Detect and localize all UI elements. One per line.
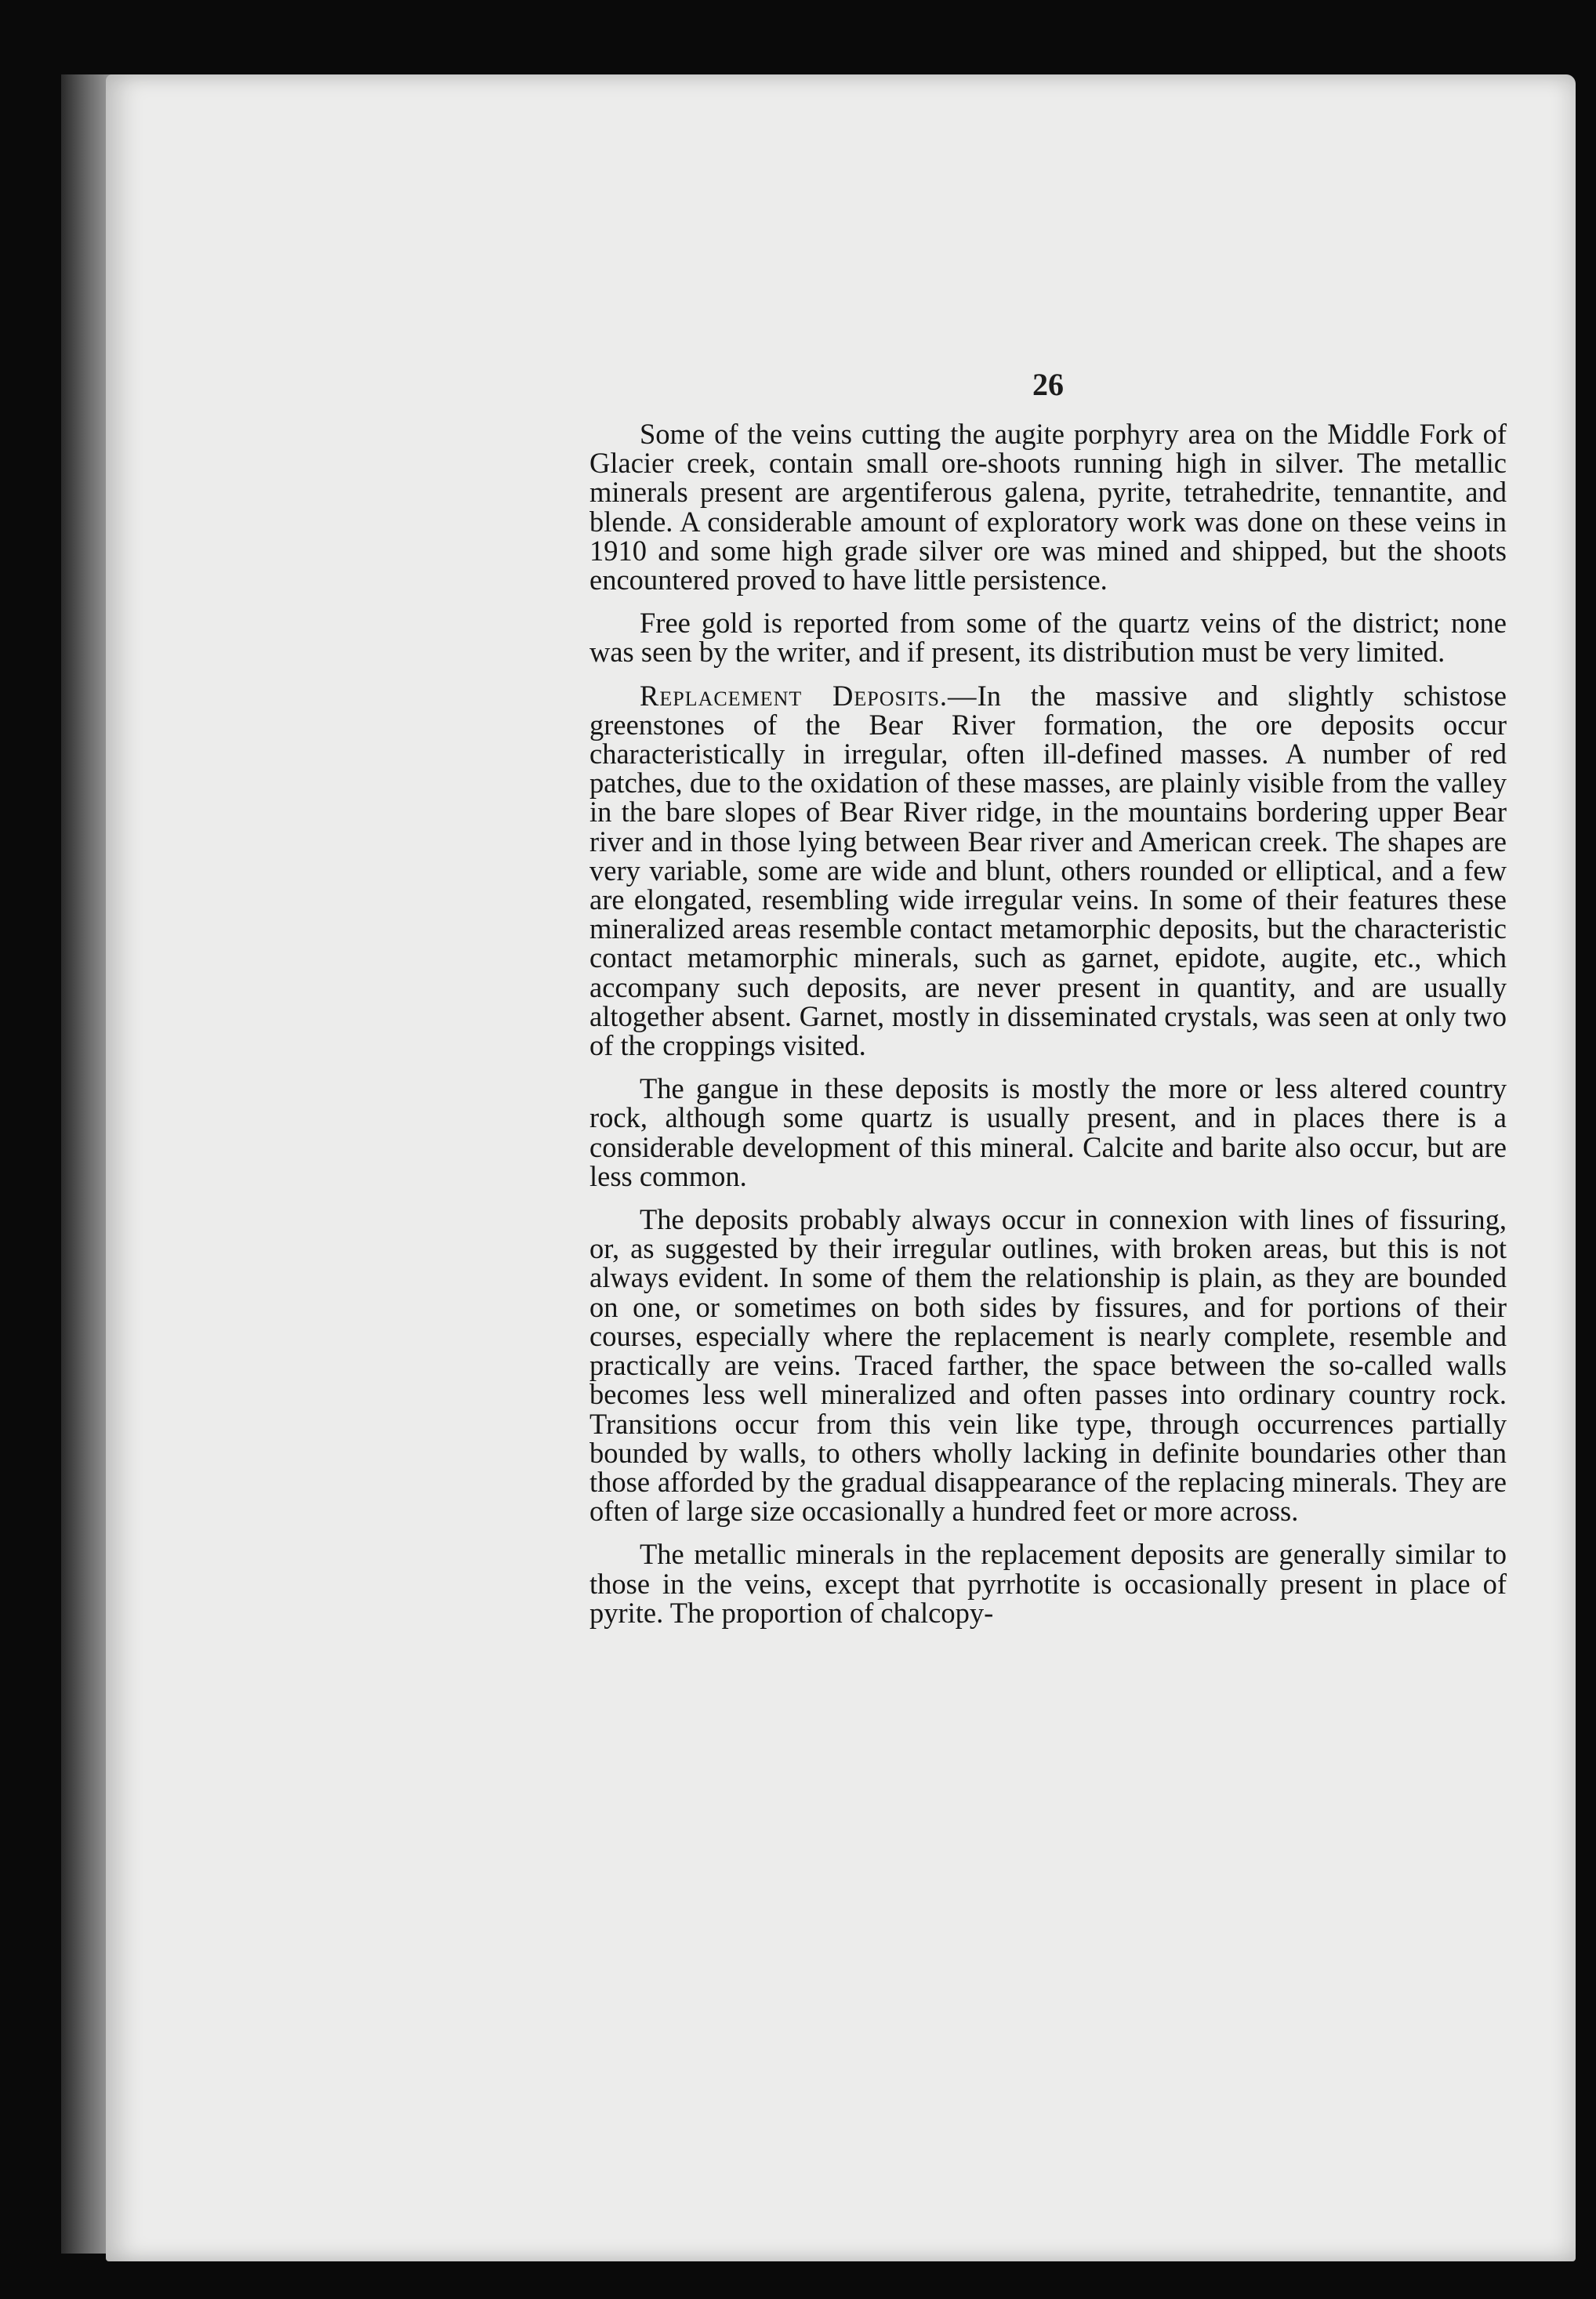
paragraph-3 [589, 681, 1507, 1061]
paragraph-5: The deposits probably always occur in connexion with lines of fissuring, or, as suggested by their irregular outlines, with broken areas, but this is not always evident. In some of them the relationship is plain, as they are bounded on one, or sometimes on both sides by fissures, and for portions of their courses, especially where the replacement is nearly complete, resemble and practically are veins. Traced farther, the space between the so-called walls becomes less well mineralized and often passes into ordinary country rock. Transitions occur from this vein like type, through occurrences partially bounded by walls, to others wholly lacking in definite boundaries other than those afforded by the gradual disappearance of the replacing minerals. They are often of large size occasionally a hundred feet or more across. [589, 1203, 1507, 1528]
document-page [106, 74, 1576, 2261]
section-heading: Replacement Deposits.— [640, 679, 978, 712]
body-text [589, 419, 1507, 1641]
page-number: 26 [1032, 367, 1064, 402]
paragraph-4: The gangue in these deposits is mostly the more or less altered country rock, although some quartz is usually present, and in places there is a considerable development of this mineral. Calcite and barite also occur, but are less common. [589, 1072, 1507, 1192]
paragraph-6: The metallic minerals in the replacement deposits are generally similar to those in the veins, except that pyrrhotite is occasionally present in place of pyrite. The proportion of chalcopy- [589, 1538, 1507, 1629]
paragraph-3-text: In the massive and slightly schistose greenstones of the Bear River formation, the ore deposits occur characteristically in irregular, often ill-defined masses. A number of red patches, due to the oxidation of these masses, are plainly visible from the valley in the bare slopes of Bear River ridge, in the mountains bordering upper Bear river and in those lying between Bear river and American creek. The shapes are very variable, some are wide and blunt, others rounded or elliptical, and a few are elongated, resembling wide irregular veins. In some of their features these mineralized areas resemble contact metamorphic deposits, but the characteristic contact metamorphic minerals, such as garnet, epidote, augite, etc., which accompany such deposits, are never present in quantity, and are usually altogether absent. Garnet, mostly in disseminated crystals, was seen at only two of the croppings visited. [589, 679, 1507, 1062]
paragraph-1: Some of the veins cutting the augite porphyry area on the Middle Fork of Glacier creek, contain small ore-shoots running high in silver. The metallic minerals present are argentiferous galena, pyrite, tetrahedrite, tennantite, and blende. A considerable amount of exploratory work was done on these veins in 1910 and some high grade silver ore was mined and shipped, but the shoots encountered proved to have little persistence. [589, 418, 1507, 597]
paragraph-2: Free gold is reported from some of the quartz veins of the district; none was seen by the writer, and if present, its distribution must be very limited. [589, 607, 1507, 669]
